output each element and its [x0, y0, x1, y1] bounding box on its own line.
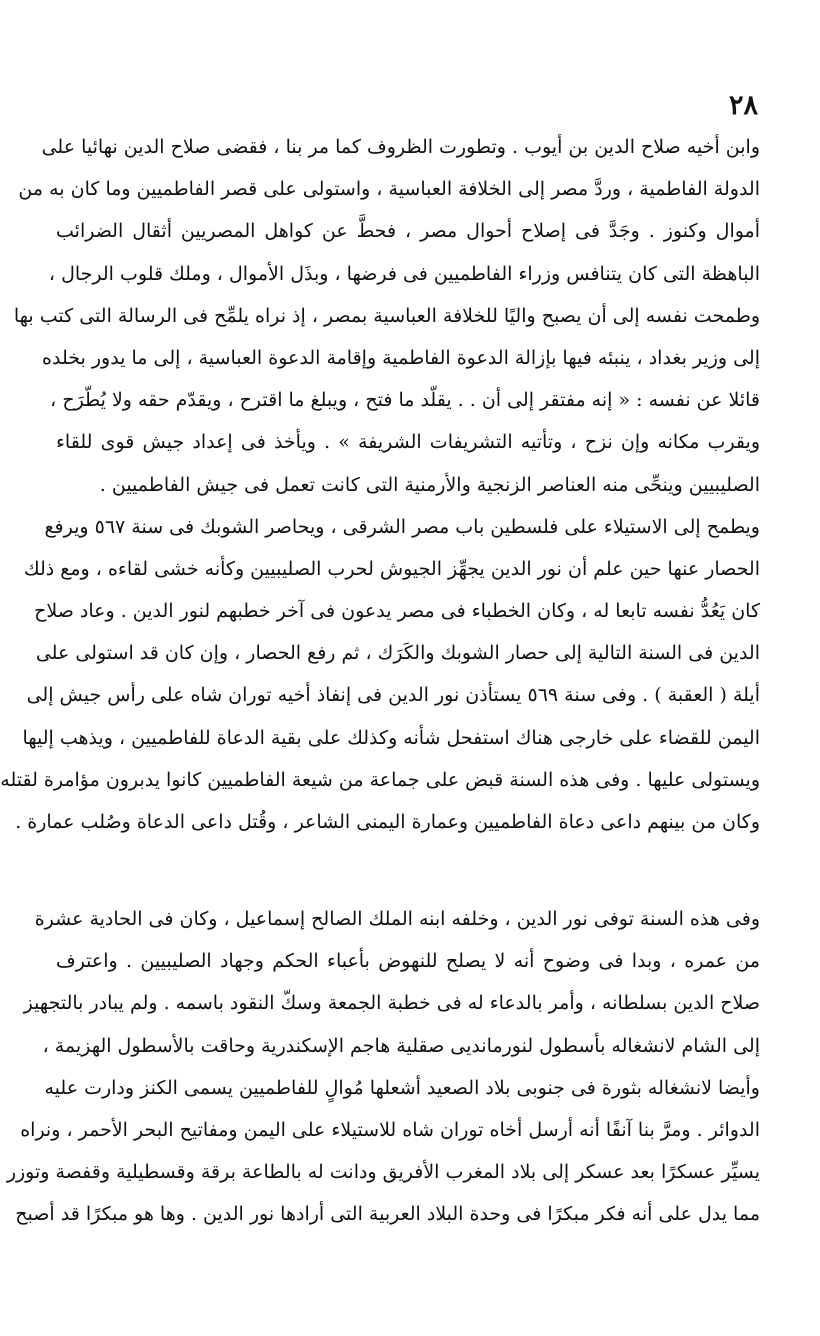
text-line: ويطمح إلى الاستيلاء على فلسطين باب مصر الشرقى ، ويحاصر الشوبك فى سنة ٥٦٧ ويرفع [44, 515, 760, 538]
text-line: مما يدل على أنه فكر مبكرًا فى وحدة البلاد العربية التى أرادها نور الدين . وها هو مبكرًا قد أصبح [15, 1203, 760, 1226]
text-line: صلاح الدين بسلطانه ، وأمر بالدعاء له فى خطبة الجمعة وسكّ النقود باسمه . ولم يبادر بالتجهيز [23, 992, 760, 1015]
text-line: وأيضا لانشغاله بثورة فى جنوبى بلاد الصعيد أشعلها مُوالٍ للفاطميين يسمى الكنز ودارت عليه [44, 1076, 760, 1099]
text-line: الحصار عنها حين علم أن نور الدين يجهِّز الجيوش لحرب الصليبيين وكأنه خشى لقاءه ، ومع ذلك [23, 557, 760, 580]
text-line: ويقرب مكانه وإن نزح ، وتأتيه التشريفات الشريفة » . ويأخذ فى إعداد جيش قوى للقاء [56, 431, 760, 454]
text-line: كان يَعُدُّ نفسه تابعا له ، وكان الخطباء فى مصر يدعون فى آخر خطبهم لنور الدين . وعاد صلاح [34, 600, 760, 623]
text-line: الدين فى السنة التالية إلى حصار الشوبك والكَرَك ، ثم رفع الحصار ، وإن كان قد استولى على [35, 642, 760, 665]
text-line: الباهظة التى كان يتنافس وزراء الفاطميين فى فرضها ، وبذَل الأموال ، وملك قلوب الرجال ، [48, 262, 760, 285]
paragraph-1 [0, 126, 760, 843]
text-line: وطمحت نفسه إلى أن يصبح واليًا للخلافة العباسية بمصر ، إذ نراه يلمِّح فى الرسالة التى كتب بها [13, 304, 760, 327]
text-line: قائلا عن نفسه : « إنه مفتقر إلى أن . . يقلّد ما فتح ، ويبلغ ما اقترح ، ويقدّم حقه ولا يُطّرَح ، [50, 389, 760, 412]
text-line: اليمن للقضاء على خارجى هناك استفحل شأنه وكذلك على بقية الدعاة للفاطميين ، ويذهب إليها [22, 726, 760, 749]
page-number: ٢٨ [728, 90, 758, 121]
text-line: الدولة الفاطمية ، وردَّ مصر إلى الخلافة العباسية ، واستولى على قصر الفاطميين وما كان به من [18, 178, 760, 201]
text-line: الصليبيين وينحِّى منه العناصر الزنجية والأرمنية التى كانت تعمل فى جيش الفاطميين . [99, 473, 760, 496]
text-line: الدوائر . ومرَّ بنا آنفًا أنه أرسل أخاه توران شاه للاستيلاء على اليمن ومفاتيح البحر الأحمر ، ونراه [20, 1118, 760, 1141]
text-line: من عمره ، وبدا فى وضوح أنه لا يصلح للنهوض بأعباء الحكم وجهاد الصليبيين . واعترف [56, 950, 760, 973]
text-line: إلى الشام لانشغاله بأسطول لنورمانديى صقلية هاجم الإسكندرية وحاقت بالأسطول الهزيمة ، [42, 1034, 760, 1057]
text-line: وكان من بينهم داعى دعاة الفاطميين وعمارة اليمنى الشاعر ، وقُتل داعى الدعاة وصُلب عمارة . [15, 811, 760, 833]
text-line: وفى هذه السنة توفى نور الدين ، وخلفه ابنه الملك الصالح إسماعيل ، وكان فى الحادية عشرة [34, 908, 760, 930]
text-line: أيلة ( العقبة ) . وفى سنة ٥٦٩ يستأذن نور الدين فى إنفاذ أخيه توران شاه على رأس جيش إلى [26, 684, 760, 707]
text-line: ويستولى عليها . وفى هذه السنة قبض على جماعة من شيعة الفاطميين كانوا يدبرون مؤامرة لقتله [0, 768, 760, 791]
paragraph-2 [6, 898, 760, 1236]
text-line: أموال وكنوز . وجَدَّ فى إصلاح أحوال مصر ، فحطَّ عن كواهل المصريين أثقال الضرائب [56, 220, 760, 243]
text-line: وابن أخيه صلاح الدين بن أيوب . وتطورت الظروف كما مر بنا ، فقضى صلاح الدين نهائيا على [41, 136, 760, 158]
text-line: يسيِّر عسكرًا بعد عسكر إلى بلاد المغرب الأفريق ودانت له بالطاعة برقة وقسطيلية وقفصة وتوزر [6, 1161, 760, 1184]
text-line: إلى وزير بغداد ، ينبئه فيها بإزالة الدعوة الفاطمية وإقامة الدعوة العباسية ، إلى ما يدور بخلده [42, 346, 760, 369]
